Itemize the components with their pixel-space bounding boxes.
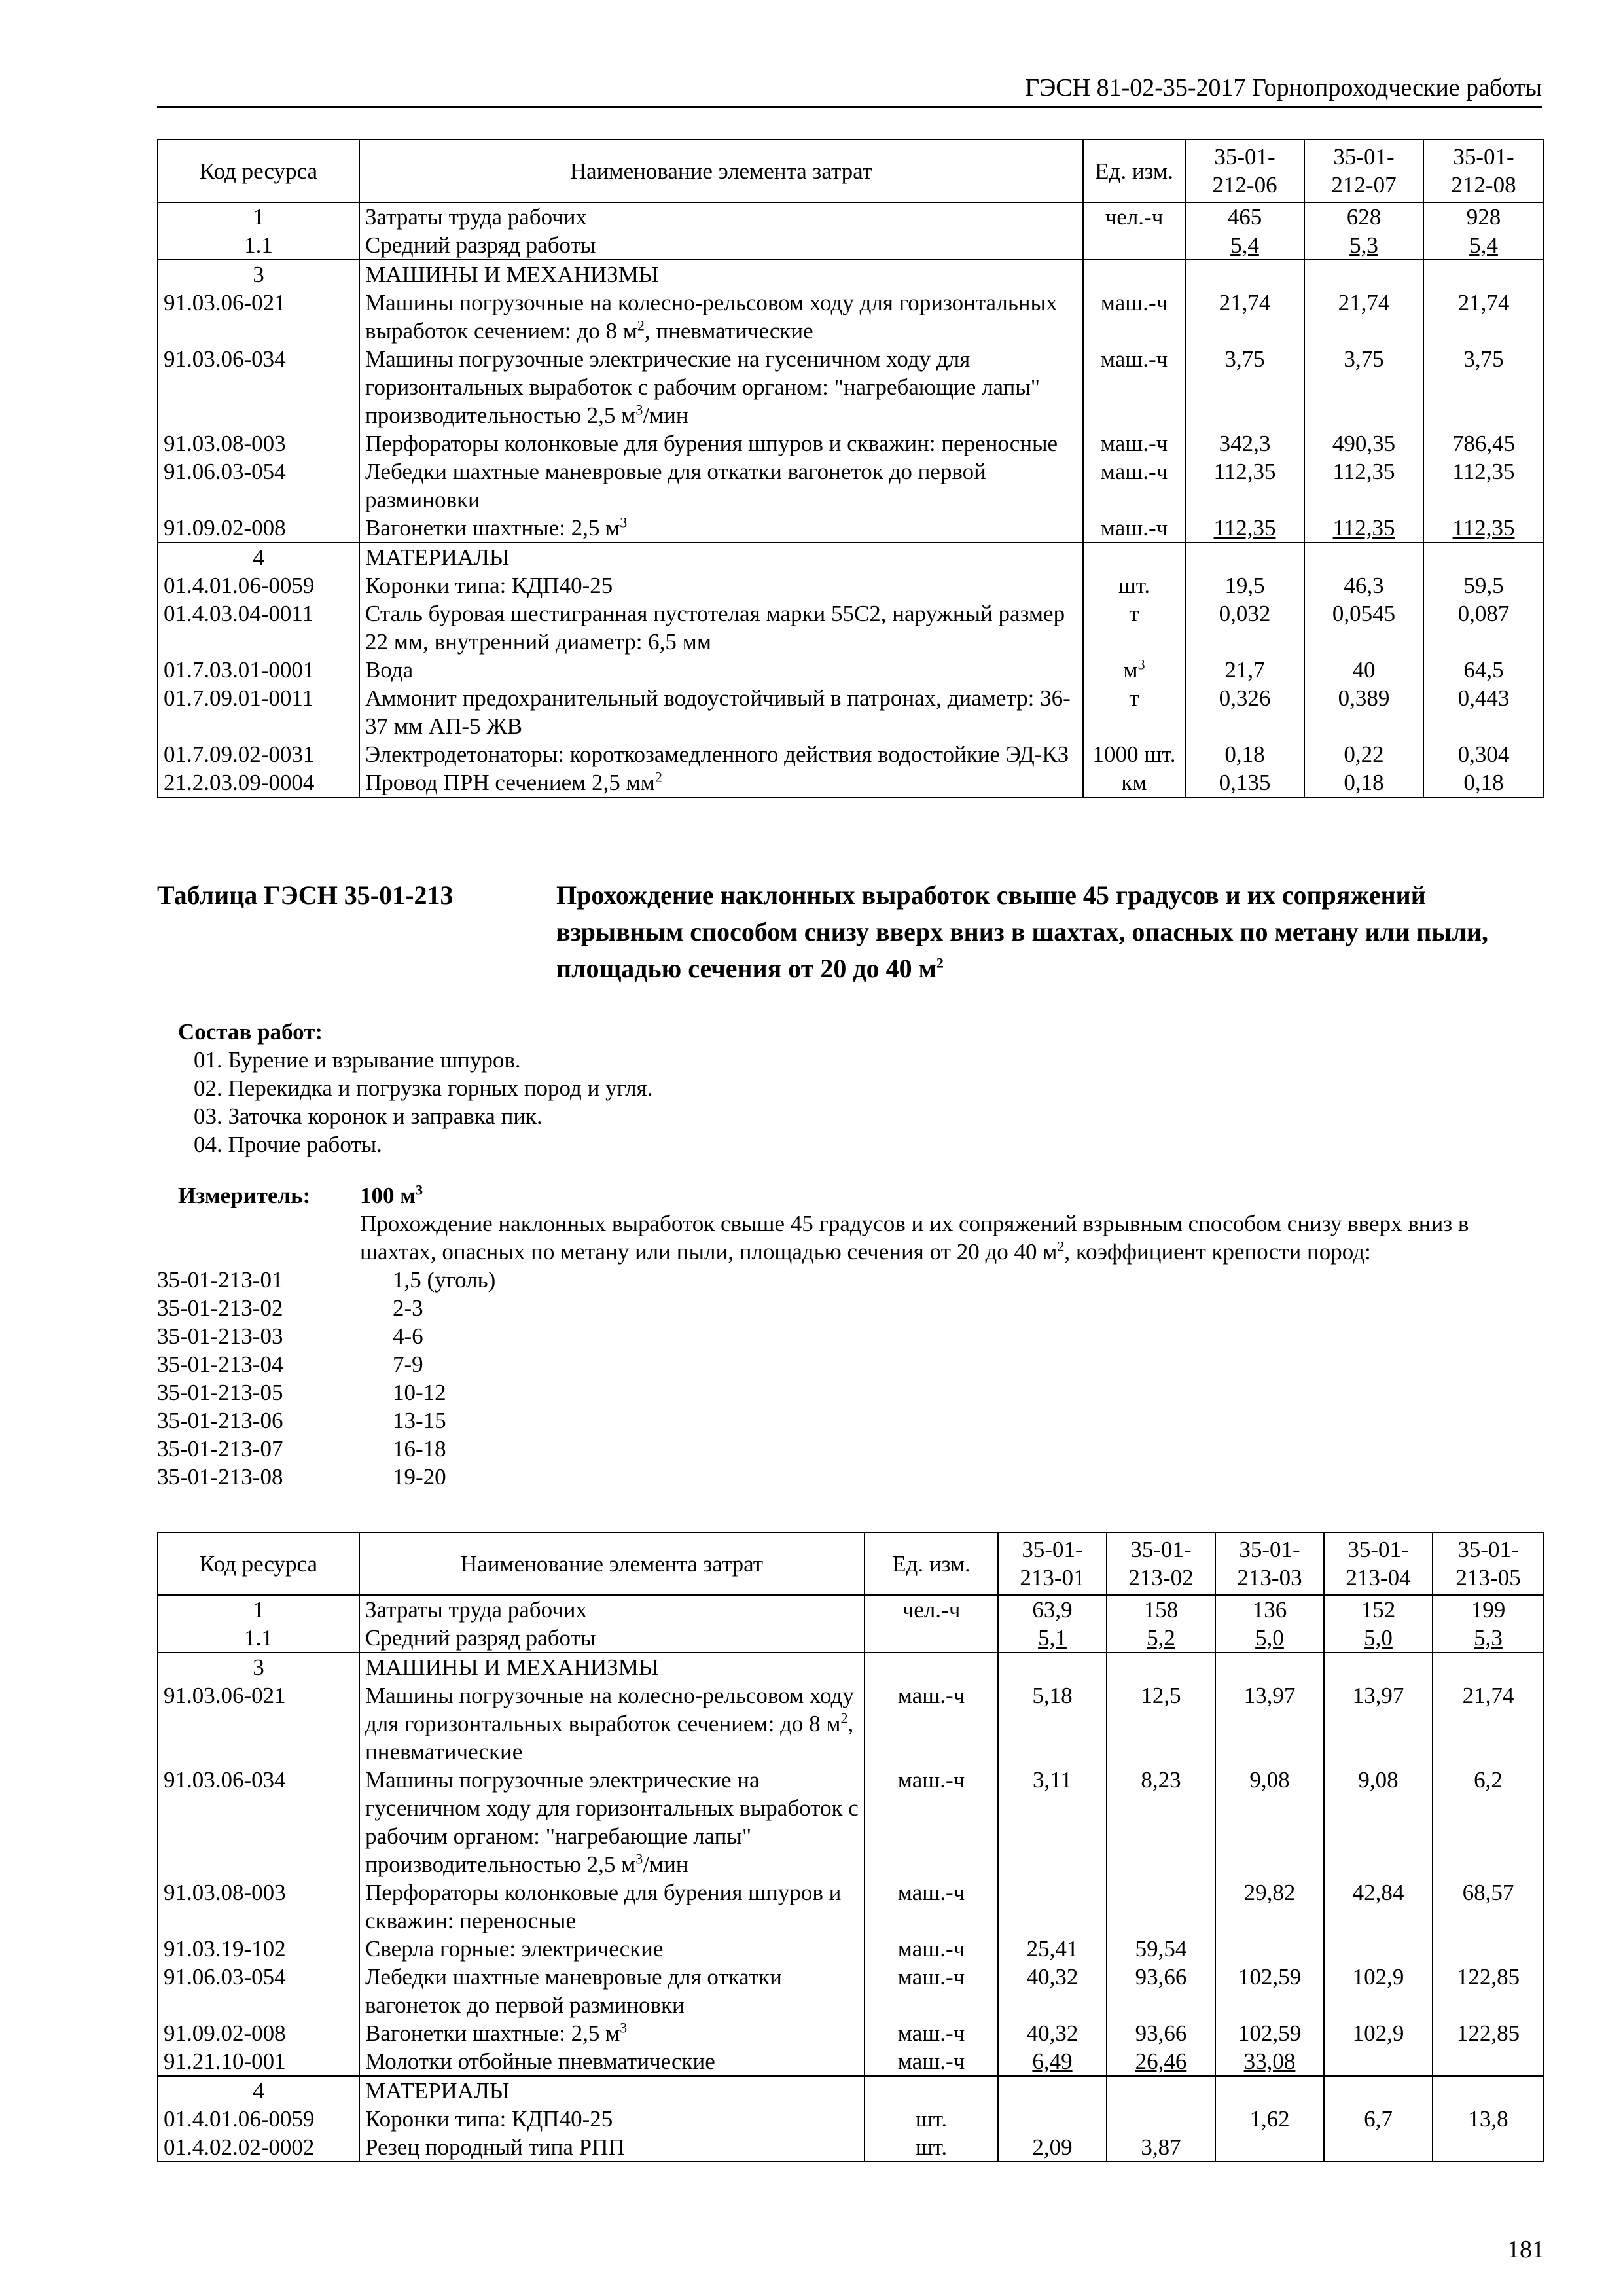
resource-name: МАШИНЫ И МЕХАНИЗМЫ xyxy=(359,1653,865,1681)
resource-unit: чел.-ч xyxy=(865,1595,998,1624)
column-header: 35-01- 213-05 xyxy=(1433,1532,1544,1595)
resource-value: 93,66 xyxy=(1107,1963,1215,2019)
table-row xyxy=(158,514,1544,543)
resource-value: 3,75 xyxy=(1185,345,1304,429)
resource-unit: маш.-ч xyxy=(1083,429,1185,457)
resource-code: 01.7.03.01-0001 xyxy=(158,656,359,684)
resource-unit: 1000 шт. xyxy=(1083,740,1185,768)
resource-code: 91.03.06-034 xyxy=(158,1766,359,1878)
resource-unit: шт. xyxy=(1083,571,1185,600)
column-header: Ед. изм. xyxy=(865,1532,998,1595)
table-row xyxy=(158,429,1544,457)
meter-code: 35-01-213-05 xyxy=(157,1380,283,1405)
resource-code: 91.03.08-003 xyxy=(158,429,359,457)
resource-value: 12,5 xyxy=(1107,1681,1215,1766)
resource-value: 5,1 xyxy=(998,1624,1107,1653)
table-row xyxy=(158,1624,1544,1653)
resource-unit: маш.-ч xyxy=(865,2047,998,2076)
resource-value xyxy=(1107,1653,1215,1681)
resource-value: 33,08 xyxy=(1215,2047,1324,2076)
resource-value: 13,97 xyxy=(1324,1681,1433,1766)
resource-name: МАТЕРИАЛЫ xyxy=(359,2076,865,2105)
resource-value: 0,443 xyxy=(1423,684,1544,740)
resource-value xyxy=(1304,260,1423,289)
resource-value: 13,8 xyxy=(1433,2105,1544,2133)
resource-value xyxy=(1423,260,1544,289)
resource-name: Вода xyxy=(359,656,1083,684)
resource-code: 91.06.03-054 xyxy=(158,1963,359,2019)
resource-name: Средний разряд работы xyxy=(359,1624,865,1653)
resource-value: 0,18 xyxy=(1304,768,1423,797)
resource-value: 3,75 xyxy=(1304,345,1423,429)
table-row xyxy=(158,260,1544,289)
meter-code-value: 7-9 xyxy=(393,1352,423,1377)
resource-value: 21,74 xyxy=(1433,1681,1544,1766)
resource-code: 3 xyxy=(158,1653,359,1681)
resource-code: 91.09.02-008 xyxy=(158,514,359,543)
resource-value: 0,326 xyxy=(1185,684,1304,740)
meter-label: Измеритель: xyxy=(178,1183,311,1208)
resource-value xyxy=(1324,2076,1433,2105)
resource-code: 4 xyxy=(158,2076,359,2105)
meter-code-row xyxy=(157,1350,495,1378)
meter-code-value: 2-3 xyxy=(393,1295,423,1321)
resource-unit: шт. xyxy=(865,2105,998,2133)
resource-code: 01.4.02.02-0002 xyxy=(158,2133,359,2162)
resource-unit xyxy=(865,2076,998,2105)
resource-code: 91.03.08-003 xyxy=(158,1878,359,1935)
resource-unit: $м^3$ xyxy=(1083,656,1185,684)
resource-unit: маш.-ч xyxy=(865,1878,998,1935)
list-item: 03. Заточка коронок и заправка пик. xyxy=(194,1103,543,1129)
table-row xyxy=(158,571,1544,600)
resource-value: 112,35 xyxy=(1304,457,1423,514)
column-header: Наименование элемента затрат xyxy=(359,1532,865,1595)
resource-value: 3,75 xyxy=(1423,345,1544,429)
resource-code: 3 xyxy=(158,260,359,289)
column-header: Ед. изм. xyxy=(1083,139,1185,202)
table-row xyxy=(158,345,1544,429)
table-row xyxy=(158,1766,1544,1878)
resource-unit: т xyxy=(1083,684,1185,740)
resource-unit: маш.-ч xyxy=(865,1963,998,2019)
resource-value: 6,7 xyxy=(1324,2105,1433,2133)
meter-code-row xyxy=(157,1378,495,1407)
resource-value: 0,22 xyxy=(1304,740,1423,768)
resource-value: 5,3 xyxy=(1433,1624,1544,1653)
table-row xyxy=(158,1963,1544,2019)
resource-code: 21.2.03.09-0004 xyxy=(158,768,359,797)
resource-value: 5,0 xyxy=(1324,1624,1433,1653)
table-row xyxy=(158,2133,1544,2162)
table-row xyxy=(158,457,1544,514)
resource-value xyxy=(1215,2076,1324,2105)
resource-value xyxy=(1433,2133,1544,2162)
meter-code-row xyxy=(157,1407,495,1435)
resource-value xyxy=(1107,2105,1215,2133)
table-number: Таблица ГЭСН 35-01-213 xyxy=(157,880,454,910)
resource-value: 9,08 xyxy=(1215,1766,1324,1878)
resource-value: 112,35 xyxy=(1304,514,1423,543)
resource-value: 0,304 xyxy=(1423,740,1544,768)
resource-unit: маш.-ч xyxy=(1083,289,1185,345)
table-row xyxy=(158,2105,1544,2133)
resource-value: 6,49 xyxy=(998,2047,1107,2076)
resource-value: 465 xyxy=(1185,202,1304,231)
resource-code: 91.03.06-034 xyxy=(158,345,359,429)
meter-code-row xyxy=(157,1322,495,1350)
column-header: 35-01- 213-01 xyxy=(998,1532,1107,1595)
resource-value: 25,41 xyxy=(998,1935,1107,1963)
resource-name: Провод ПРН сечением 2,5 $мм^2$ xyxy=(359,768,1083,797)
resource-value: 5,3 xyxy=(1304,231,1423,260)
resource-unit: маш.-ч xyxy=(865,2019,998,2047)
composition-heading: Состав работ: xyxy=(178,1019,323,1045)
resource-value: 1,62 xyxy=(1215,2105,1324,2133)
resource-unit xyxy=(1083,231,1185,260)
resource-value xyxy=(1324,2047,1433,2076)
resource-unit: маш.-ч xyxy=(1083,514,1185,543)
resource-name: Средний разряд работы xyxy=(359,231,1083,260)
meter-code: 35-01-213-01 xyxy=(157,1267,283,1293)
resource-name: Лебедки шахтные маневровые для откатки вагонеток до первой разминовки xyxy=(359,457,1083,514)
table-row xyxy=(158,1681,1544,1766)
table-header-row xyxy=(158,139,1544,202)
resource-value: 0,389 xyxy=(1304,684,1423,740)
resource-unit: маш.-ч xyxy=(1083,457,1185,514)
resource-value: 3,11 xyxy=(998,1766,1107,1878)
table-row xyxy=(158,740,1544,768)
resource-name: Вагонетки шахтные: 2,5 $м^3$ xyxy=(359,514,1083,543)
resource-name: Перфораторы колонковые для бурения шпуров и скважин: переносные xyxy=(359,1878,865,1935)
resource-value: 5,2 xyxy=(1107,1624,1215,1653)
resource-name: МАТЕРИАЛЫ xyxy=(359,543,1083,571)
resource-value: 68,57 xyxy=(1433,1878,1544,1935)
resource-value: 122,85 xyxy=(1433,1963,1544,2019)
resource-value xyxy=(1324,2133,1433,2162)
resource-value xyxy=(1304,543,1423,571)
resource-value xyxy=(1107,1878,1215,1935)
resource-value: 29,82 xyxy=(1215,1878,1324,1935)
resource-code: 1 xyxy=(158,202,359,231)
resource-unit xyxy=(1083,543,1185,571)
resource-name: Молотки отбойные пневматические xyxy=(359,2047,865,2076)
resource-code: 01.7.09.02-0031 xyxy=(158,740,359,768)
resource-value: 928 xyxy=(1423,202,1544,231)
meter-code-value: 13-15 xyxy=(393,1408,446,1433)
column-header: 35-01- 213-02 xyxy=(1107,1532,1215,1595)
resource-value: 0,087 xyxy=(1423,600,1544,656)
resource-value xyxy=(998,1878,1107,1935)
resource-table-213 xyxy=(157,1532,1544,2162)
resource-value: 152 xyxy=(1324,1595,1433,1624)
resource-value: 0,0545 xyxy=(1304,600,1423,656)
resource-value: 3,87 xyxy=(1107,2133,1215,2162)
resource-unit: маш.-ч xyxy=(865,1935,998,1963)
resource-name: Электродетонаторы: короткозамедленного действия водостойкие ЭД-КЗ xyxy=(359,740,1083,768)
resource-value: 102,59 xyxy=(1215,2019,1324,2047)
resource-value xyxy=(1433,2047,1544,2076)
column-header: 35-01- 212-07 xyxy=(1304,139,1423,202)
resource-value: 122,85 xyxy=(1433,2019,1544,2047)
resource-value: 112,35 xyxy=(1423,457,1544,514)
resource-name: Коронки типа: КДП40-25 xyxy=(359,571,1083,600)
table-row xyxy=(158,289,1544,345)
resource-value: 42,84 xyxy=(1324,1878,1433,1935)
resource-name: Машины погрузочные электрические на гусеничном ходу для горизонтальных выработок с рабочим органом: "нагребающие лапы" производительностью 2,5 $м^3$/мин xyxy=(359,345,1083,429)
resource-unit: маш.-ч xyxy=(865,1766,998,1878)
page-number: 181 xyxy=(1507,2236,1544,2263)
resource-value: 59,5 xyxy=(1423,571,1544,600)
resource-value: 21,74 xyxy=(1185,289,1304,345)
resource-value: 9,08 xyxy=(1324,1766,1433,1878)
resource-code: 01.4.03.04-0011 xyxy=(158,600,359,656)
resource-code: 91.03.19-102 xyxy=(158,1935,359,1963)
resource-value: 40,32 xyxy=(998,1963,1107,2019)
resource-value: 21,7 xyxy=(1185,656,1304,684)
resource-value: 21,74 xyxy=(1423,289,1544,345)
resource-value: 19,5 xyxy=(1185,571,1304,600)
column-header: Код ресурса xyxy=(158,1532,359,1595)
resource-code: 91.06.03-054 xyxy=(158,457,359,514)
resource-code: 91.09.02-008 xyxy=(158,2019,359,2047)
resource-name: Вагонетки шахтные: 2,5 $м^3$ xyxy=(359,2019,865,2047)
resource-name: Затраты труда рабочих xyxy=(359,1595,865,1624)
resource-name: Коронки типа: КДП40-25 xyxy=(359,2105,865,2133)
resource-code: 91.21.10-001 xyxy=(158,2047,359,2076)
resource-value: 59,54 xyxy=(1107,1935,1215,1963)
resource-value xyxy=(998,2076,1107,2105)
resource-code: 1.1 xyxy=(158,1624,359,1653)
resource-unit: км xyxy=(1083,768,1185,797)
column-header: Код ресурса xyxy=(158,139,359,202)
resource-name: Лебедки шахтные маневровые для откатки вагонеток до первой разминовки xyxy=(359,1963,865,2019)
meter-code-row xyxy=(157,1266,495,1294)
resource-value xyxy=(1423,543,1544,571)
resource-name: Перфораторы колонковые для бурения шпуров и скважин: переносные xyxy=(359,429,1083,457)
resource-value: 102,9 xyxy=(1324,2019,1433,2047)
resource-unit: маш.-ч xyxy=(865,1681,998,1766)
column-header: 35-01- 212-06 xyxy=(1185,139,1304,202)
meter-code-value: 4-6 xyxy=(393,1323,423,1349)
resource-value xyxy=(1215,2133,1324,2162)
table-row xyxy=(158,600,1544,656)
resource-value xyxy=(998,1653,1107,1681)
resource-name: МАШИНЫ И МЕХАНИЗМЫ xyxy=(359,260,1083,289)
meter-code-value: 16-18 xyxy=(393,1436,446,1462)
resource-value xyxy=(998,2105,1107,2133)
resource-table-212 xyxy=(157,139,1544,798)
resource-value: 102,59 xyxy=(1215,1963,1324,2019)
resource-value xyxy=(1433,1653,1544,1681)
resource-value: 102,9 xyxy=(1324,1963,1433,2019)
resource-value xyxy=(1185,260,1304,289)
resource-unit: чел.-ч xyxy=(1083,202,1185,231)
work-composition xyxy=(178,1018,652,1158)
resource-value: 112,35 xyxy=(1423,514,1544,543)
meter-code: 35-01-213-03 xyxy=(157,1323,283,1349)
resource-value: 40 xyxy=(1304,656,1423,684)
resource-value xyxy=(1433,1935,1544,1963)
resource-value: 2,09 xyxy=(998,2133,1107,2162)
meter-code-value: 19-20 xyxy=(393,1464,446,1490)
resource-value: 158 xyxy=(1107,1595,1215,1624)
meter-value: 100 $м^3$ xyxy=(360,1181,423,1208)
resource-unit xyxy=(865,1653,998,1681)
resource-value: 342,3 xyxy=(1185,429,1304,457)
resource-name: Затраты труда рабочих xyxy=(359,202,1083,231)
table-row xyxy=(158,2019,1544,2047)
table-row xyxy=(158,1878,1544,1935)
table-row xyxy=(158,202,1544,231)
resource-unit: маш.-ч xyxy=(1083,345,1185,429)
page-header: ГЭСН 81-02-35-2017 Горнопроходческие работы xyxy=(157,73,1542,108)
resource-value: 199 xyxy=(1433,1595,1544,1624)
resource-unit: шт. xyxy=(865,2133,998,2162)
resource-value: 8,23 xyxy=(1107,1766,1215,1878)
resource-value: 0,135 xyxy=(1185,768,1304,797)
resource-code: 1.1 xyxy=(158,231,359,260)
table-row xyxy=(158,684,1544,740)
list-item: 01. Бурение и взрывание шпуров. xyxy=(194,1047,521,1073)
table-row xyxy=(158,2047,1544,2076)
resource-value: 13,97 xyxy=(1215,1681,1324,1766)
resource-name: Аммонит предохранительный водоустойчивый в патронах, диаметр: 36-37 мм АП-5 ЖВ xyxy=(359,684,1083,740)
resource-code: 91.03.06-021 xyxy=(158,289,359,345)
table-row xyxy=(158,1595,1544,1624)
meter-code-row xyxy=(157,1435,495,1463)
table-row xyxy=(158,656,1544,684)
table-row xyxy=(158,543,1544,571)
resource-code: 01.4.01.06-0059 xyxy=(158,571,359,600)
resource-value: 112,35 xyxy=(1185,457,1304,514)
resource-name: Машины погрузочные электрические на гусеничном ходу для горизонтальных выработок с рабочим органом: "нагребающие лапы" производительностью 2,5 $м^3$/мин xyxy=(359,1766,865,1878)
table-header-row xyxy=(158,1532,1544,1595)
resource-value: 5,18 xyxy=(998,1681,1107,1766)
resource-value: 46,3 xyxy=(1304,571,1423,600)
table-title: Прохождение наклонных выработок свыше 45 градусов и их сопряжений взрывным способом снизу вверх вниз в шахтах, опасных по метану или пыли, площадью сечения от 20 до 40 $м^2$ xyxy=(556,880,1488,983)
resource-value: 26,46 xyxy=(1107,2047,1215,2076)
resource-value: 5,4 xyxy=(1423,231,1544,260)
resource-value: 64,5 xyxy=(1423,656,1544,684)
resource-value xyxy=(1324,1653,1433,1681)
table-row xyxy=(158,1935,1544,1963)
resource-code: 1 xyxy=(158,1595,359,1624)
resource-value xyxy=(1433,2076,1544,2105)
resource-name: Сталь буровая шестигранная пустотелая марки 55С2, наружный размер 22 мм, внутренний диаметр: 6,5 мм xyxy=(359,600,1083,656)
resource-value: 490,35 xyxy=(1304,429,1423,457)
column-header: 35-01- 213-03 xyxy=(1215,1532,1324,1595)
resource-unit xyxy=(1083,260,1185,289)
column-header: 35-01- 213-04 xyxy=(1324,1532,1433,1595)
resource-code: 4 xyxy=(158,543,359,571)
resource-unit: т xyxy=(1083,600,1185,656)
resource-value xyxy=(1324,1935,1433,1963)
resource-value: 0,032 xyxy=(1185,600,1304,656)
resource-value xyxy=(1215,1935,1324,1963)
meter-code-row xyxy=(157,1463,495,1491)
resource-unit xyxy=(865,1624,998,1653)
meter-description: Прохождение наклонных выработок свыше 45 градусов и их сопряжений взрывным способом снизу вверх вниз в шахтах, опасных по метану или пыли, площадью сечения от 20 до 40 $м^2$, коэффициент крепости пород: xyxy=(360,1211,1469,1265)
meter-code-value: 10-12 xyxy=(393,1380,446,1405)
column-header: 35-01- 212-08 xyxy=(1423,139,1544,202)
meter-code: 35-01-213-07 xyxy=(157,1436,283,1462)
meter-code: 35-01-213-04 xyxy=(157,1352,283,1377)
meter-code: 35-01-213-02 xyxy=(157,1295,283,1321)
resource-value xyxy=(1107,2076,1215,2105)
resource-code: 01.4.01.06-0059 xyxy=(158,2105,359,2133)
resource-name: Машины погрузочные на колесно-рельсовом ходу для горизонтальных выработок сечением: до 8 $м^2$, пневматические xyxy=(359,1681,865,1766)
meter-code-value: 1,5 (уголь) xyxy=(393,1267,496,1293)
resource-value: 136 xyxy=(1215,1595,1324,1624)
list-item: 02. Перекидка и погрузка горных пород и угля. xyxy=(194,1075,653,1101)
resource-value: 63,9 xyxy=(998,1595,1107,1624)
resource-value xyxy=(1185,543,1304,571)
table-row xyxy=(158,1653,1544,1681)
meter-code: 35-01-213-08 xyxy=(157,1464,283,1490)
resource-value: 5,4 xyxy=(1185,231,1304,260)
resource-name: Машины погрузочные на колесно-рельсовом ходу для горизонтальных выработок сечением: до 8 $м^2$, пневматические xyxy=(359,289,1083,345)
composition-list xyxy=(178,1046,652,1158)
resource-value: 6,2 xyxy=(1433,1766,1544,1878)
resource-code: 91.03.06-021 xyxy=(158,1681,359,1766)
resource-name: Сверла горные: электрические xyxy=(359,1935,865,1963)
resource-value: 628 xyxy=(1304,202,1423,231)
column-header: Наименование элемента затрат xyxy=(359,139,1083,202)
resource-value: 786,45 xyxy=(1423,429,1544,457)
resource-value: 0,18 xyxy=(1185,740,1304,768)
resource-code: 01.7.09.01-0011 xyxy=(158,684,359,740)
resource-value: 40,32 xyxy=(998,2019,1107,2047)
resource-value: 5,0 xyxy=(1215,1624,1324,1653)
resource-value: 112,35 xyxy=(1185,514,1304,543)
resource-value: 93,66 xyxy=(1107,2019,1215,2047)
resource-value: 21,74 xyxy=(1304,289,1423,345)
list-item: 04. Прочие работы. xyxy=(194,1132,382,1157)
table-row xyxy=(158,231,1544,260)
meter-codes xyxy=(157,1266,495,1491)
table-row xyxy=(158,768,1544,797)
resource-name: Резец породный типа РПП xyxy=(359,2133,865,2162)
table-row xyxy=(158,2076,1544,2105)
meter-code-row xyxy=(157,1294,495,1322)
meter-code: 35-01-213-06 xyxy=(157,1408,283,1433)
resource-value xyxy=(1215,1653,1324,1681)
resource-value: 0,18 xyxy=(1423,768,1544,797)
